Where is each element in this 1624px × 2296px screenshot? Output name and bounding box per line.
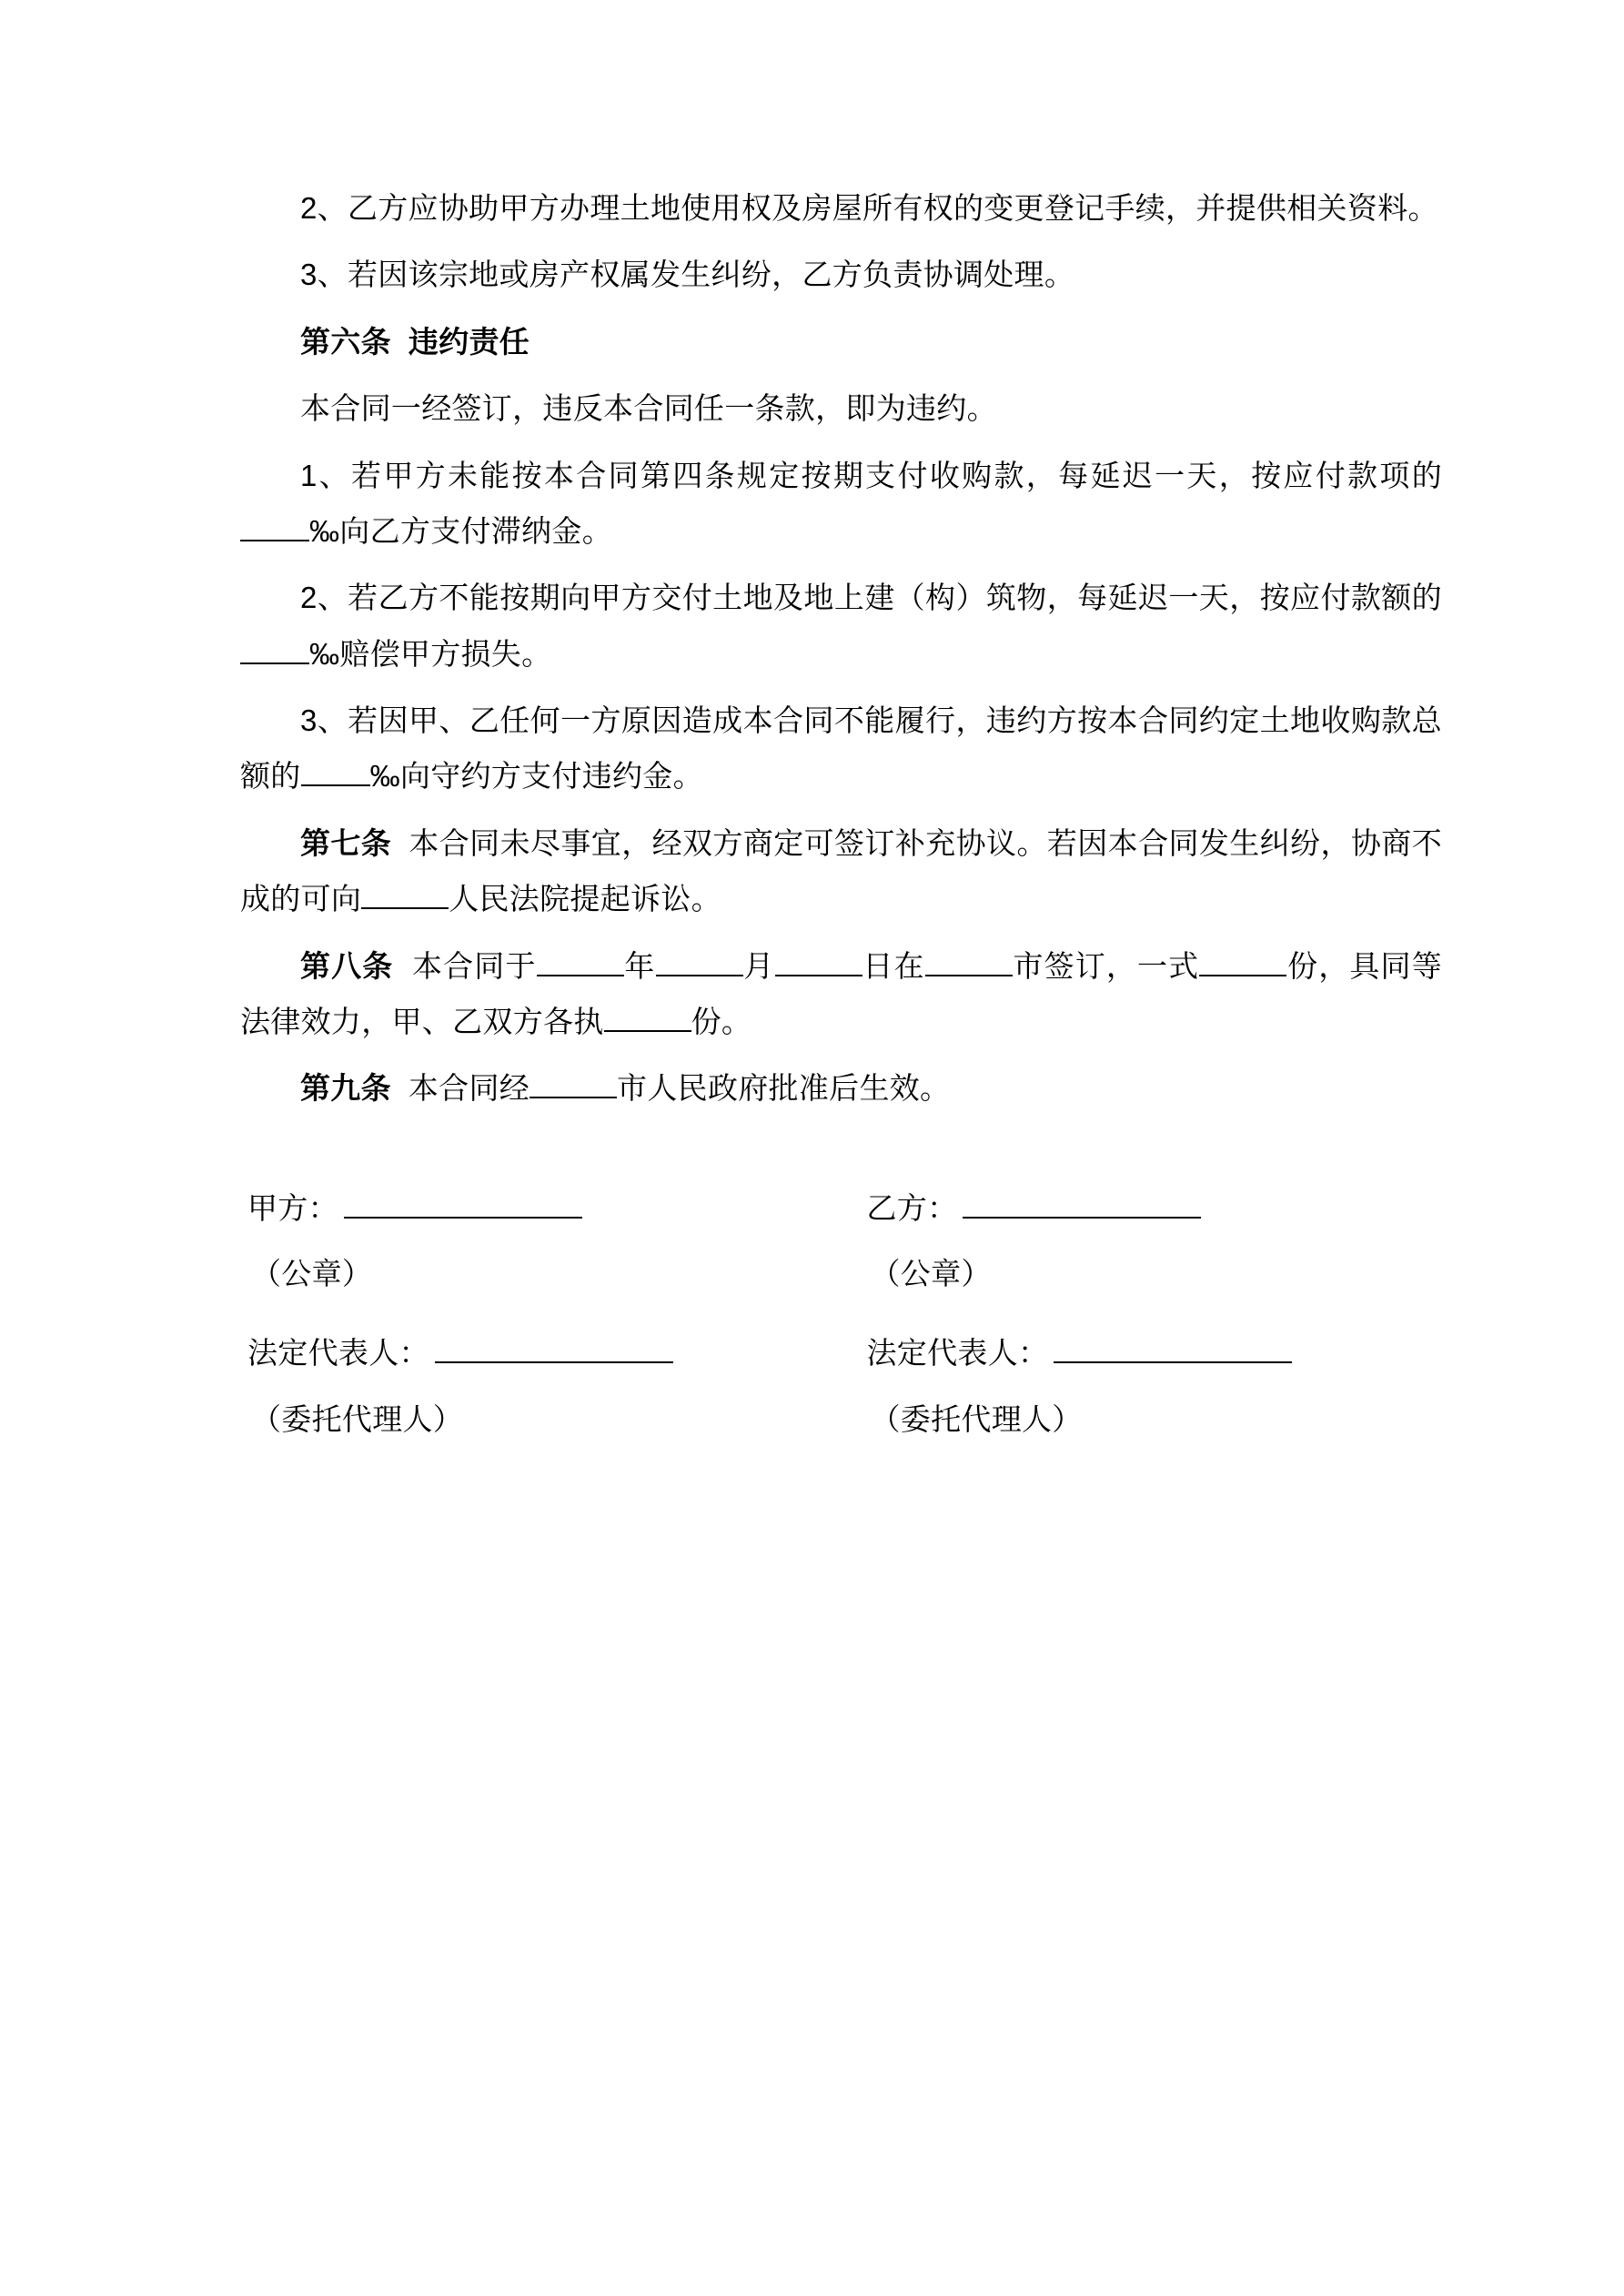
copies-total-blank[interactable]	[1199, 975, 1286, 976]
article-nine-text-before: 本合同经	[408, 1071, 530, 1106]
party-a-label: 甲方：	[247, 1190, 338, 1225]
article-eight-seg-6: 份，具同等法律效力，甲、乙双方各执	[240, 948, 1442, 1038]
court-blank[interactable]	[361, 907, 449, 909]
article-eight-seg-7: 份。	[691, 1004, 752, 1038]
year-blank[interactable]	[537, 975, 624, 976]
month-blank[interactable]	[656, 975, 743, 976]
article-seven-title: 第七条	[300, 825, 392, 860]
article-six-item-2	[240, 570, 1442, 682]
party-b-signature	[842, 1182, 1443, 1236]
item-1-suffix: ‰向乙方支付滞纳金。	[309, 513, 612, 548]
article-eight	[240, 938, 1442, 1050]
item-3-prefix: 3、若因甲、乙任何一方原因造成本合同不能履行，违约方按本合同约定土地收购款总额的	[240, 703, 1442, 794]
party-a-agent-note: （委托代理人）	[251, 1401, 464, 1436]
article-six-intro: 本合同一经签订，违反本合同任一条款，即为违约。	[300, 391, 997, 426]
signature-row-agent-notes	[240, 1393, 1442, 1447]
article-seven-text-before: 本合同未尽事宜，经双方商定可签订补充协议。若因本合同发生纠纷，协商不成的可向	[240, 825, 1443, 916]
party-a-signature-line[interactable]	[344, 1217, 582, 1219]
signature-row-seals	[240, 1248, 1442, 1301]
article-nine-title: 第九条	[300, 1071, 391, 1106]
copies-each-blank[interactable]	[604, 1030, 691, 1032]
document-body	[240, 180, 1442, 1447]
article-eight-seg-5: 市签订，一式	[1012, 948, 1200, 983]
party-a-rep-line[interactable]	[435, 1361, 673, 1363]
item-2-prefix: 2、若乙方不能按期向甲方交付土地及地上建（构）筑物，每延迟一天，按应付款额的	[300, 581, 1442, 615]
day-blank[interactable]	[775, 975, 862, 976]
party-b-agent-note: （委托代理人）	[870, 1401, 1083, 1436]
paragraph-item-3: 3、若因该宗地或房产权属发生纠纷，乙方负责协调处理。	[300, 258, 1075, 292]
article-eight-seg-2: 年	[623, 948, 656, 983]
article-eight-seg-4: 日在	[862, 948, 925, 983]
article-six-title: 第六条	[300, 324, 391, 359]
article-seven	[240, 815, 1442, 927]
article-nine-text-after: 市人民政府批准后生效。	[617, 1071, 951, 1106]
item-3-suffix: ‰向守约方支付违约金。	[369, 759, 703, 794]
article-six-item-3	[240, 693, 1442, 804]
party-b-rep-line[interactable]	[1054, 1361, 1292, 1363]
party-a-signature	[240, 1182, 842, 1236]
article-six-heading	[240, 314, 1442, 369]
party-b-seal-note: （公章）	[870, 1257, 992, 1291]
article-eight-seg-3: 月	[742, 948, 775, 983]
party-b-rep-label: 法定代表人：	[866, 1336, 1049, 1371]
city-blank[interactable]	[925, 975, 1013, 976]
signature-block	[240, 1182, 1442, 1447]
item-2-suffix: ‰赔偿甲方损失。	[309, 636, 552, 671]
article-eight-seg-1: 本合同于	[412, 948, 537, 983]
party-b-signature-line[interactable]	[963, 1217, 1201, 1219]
article-nine	[240, 1060, 1442, 1116]
article-six-heading-text: 违约责任	[408, 324, 530, 359]
article-six-item-1	[240, 448, 1442, 560]
rate-blank-2[interactable]	[240, 663, 309, 664]
paragraph-item-2: 2、乙方应协助甲方办理土地使用权及房屋所有权的变更登记手续，并提供相关资料。	[300, 191, 1438, 225]
signature-row-representatives	[240, 1327, 1442, 1381]
signature-row-parties	[240, 1182, 1442, 1236]
party-b-label: 乙方：	[866, 1190, 958, 1225]
article-seven-text-after: 人民法院提起诉讼。	[449, 882, 721, 916]
rate-blank-3[interactable]	[301, 784, 370, 786]
approval-city-blank[interactable]	[530, 1097, 617, 1098]
item-1-prefix: 1、若甲方未能按本合同第四条规定按期支付收购款，每延迟一天，按应付款项的	[300, 458, 1442, 492]
article-eight-title: 第八条	[300, 948, 394, 983]
party-a-seal-note: （公章）	[251, 1257, 373, 1291]
party-a-rep-label: 法定代表人：	[247, 1336, 429, 1371]
rate-blank-1[interactable]	[240, 540, 309, 541]
